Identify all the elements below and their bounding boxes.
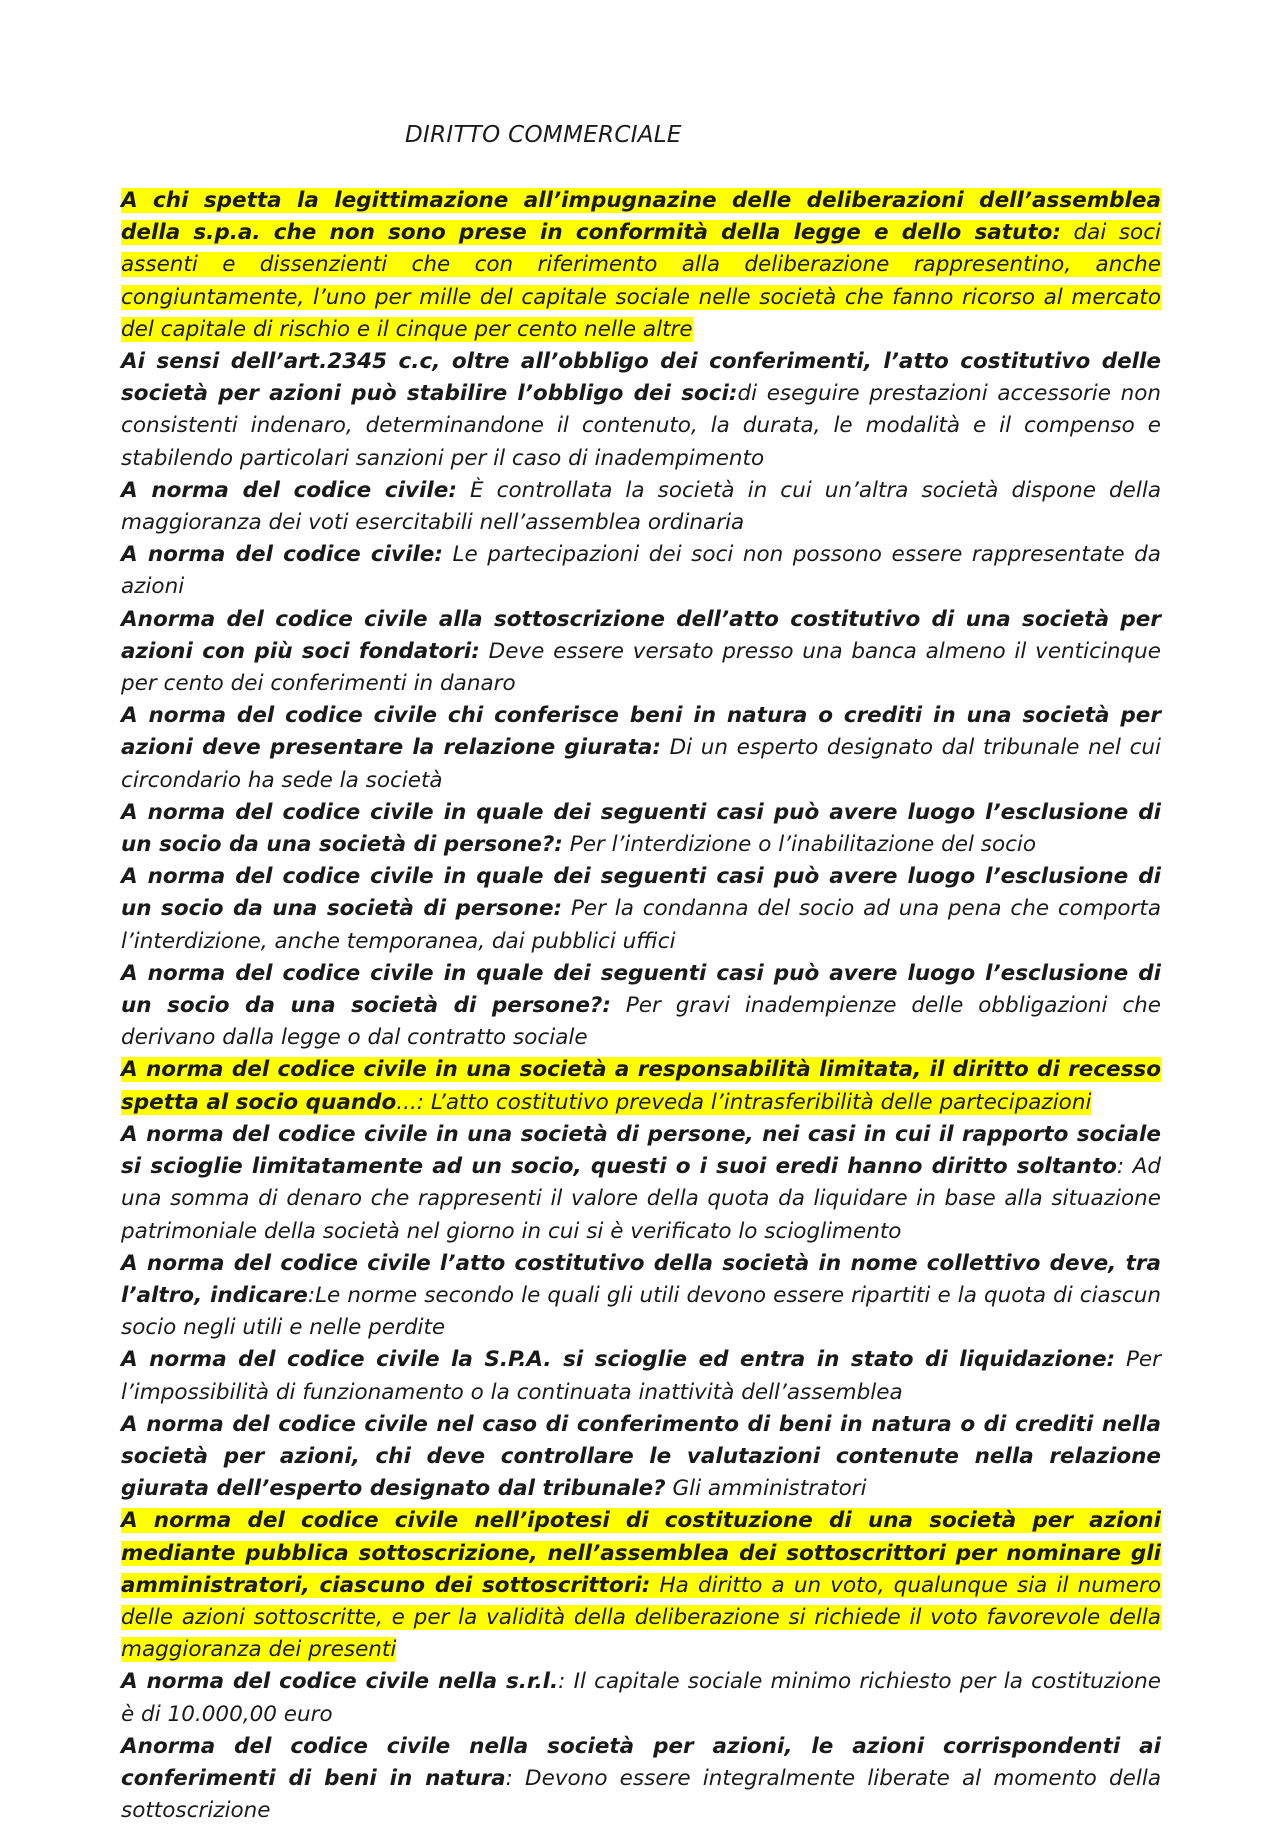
qa-answer: Gli amministratori	[665, 1476, 867, 1502]
qa-item-14	[121, 1409, 1161, 1506]
qa-question: A norma del codice civile in una società a responsabilità limitata, il diritto di recesso spetta al socio quando	[121, 1057, 1161, 1115]
qa-question: Anorma del codice civile alla sottoscrizione dell’atto costitutivo di una società per azioni con più soci fondatori:	[121, 606, 1161, 664]
qa-item-16	[121, 1666, 1161, 1730]
qa-item-3	[121, 475, 1161, 539]
qa-answer: Per la condanna del socio ad una pena che comporta l’interdizione, anche temporanea, dai pubblici uffici	[121, 896, 1162, 954]
qa-question: A chi spetta la legittimazione all’impugnazine delle deliberazioni dell’assemblea della s.p.a. che non sono prese in conformità della legge e dello satuto:	[121, 188, 1161, 246]
qa-item-1	[121, 185, 1161, 346]
qa-answer: Per gravi inadempienze delle obbligazioni che derivano dalla legge o dal contratto sociale	[121, 993, 1161, 1051]
qa-question: Anorma del codice civile nella società per azioni, le azioni corrispondenti ai conferimenti di beni in natura	[121, 1733, 1161, 1791]
qa-answer: Ha diritto a un voto, qualunque sia il numero delle azioni sottoscritte, e per la validità della deliberazione si richiede il voto favorevole della maggioranza dei presenti	[121, 1572, 1161, 1663]
qa-item-11	[121, 1119, 1161, 1248]
qa-item-7	[121, 797, 1161, 861]
qa-item-2	[121, 346, 1161, 475]
qa-question: A norma del codice civile nell’ipotesi di costituzione di una società per azioni mediante pubblica sottoscrizione, nell’assemblea dei sottoscrittori per nominare gli amministratori, ciascuno dei sottoscrittori:	[121, 1508, 1161, 1598]
qa-answer: È controllata la società in cui un’altra società dispone della maggioranza dei voti esercitabili nell’assemblea ordinaria	[121, 477, 1161, 536]
qa-answer: :Le norme secondo le quali gli utili devono essere ripartiti e la quota di ciascun socio negli utili e nelle perdite	[121, 1282, 1161, 1341]
qa-answer: Le partecipazioni dei soci non possono essere rappresentate da azioni	[121, 542, 1161, 600]
qa-answer: Per l’interdizione o l’inabilitazione del socio	[562, 832, 1037, 858]
document-title: DIRITTO COMMERCIALE	[405, 122, 682, 148]
qa-answer: Di un esperto designato dal tribunale nel cui circondario ha sede la società	[121, 735, 1161, 793]
qa-answer: di eseguire prestazioni accessorie non consistenti indenaro, determinandone il contenuto, la durata, le modalità e il compenso e stabilendo particolari sanzioni per il caso di inadempimento	[121, 381, 1162, 471]
qa-item-8	[121, 861, 1161, 958]
qa-answer: : Il capitale sociale minimo richiesto per la costituzione è di 10.000,00 euro	[121, 1669, 1161, 1727]
qa-item-12	[121, 1248, 1161, 1345]
qa-question: A norma del codice civile:	[121, 477, 457, 503]
qa-question: A norma del codice civile in quale dei seguenti casi può avere luogo l’esclusione di un socio da una società di persone:	[121, 864, 1161, 922]
qa-item-17	[121, 1731, 1161, 1827]
qa-question: A norma del codice civile in una società di persone, nei casi in cui il rapporto sociale si scioglie limitatamente ad un socio, questi o i suoi eredi hanno diritto soltanto	[121, 1121, 1161, 1180]
qa-question: A norma del codice civile:	[121, 542, 443, 568]
qa-question: A norma del codice civile la S.P.A. si scioglie ed entra in stato di liquidazione:	[121, 1347, 1116, 1373]
qa-item-6	[121, 700, 1161, 797]
qa-answer: Per l’impossibilità di funzionamento o la continuata inattività dell’assemblea	[121, 1347, 1161, 1405]
qa-item-15	[121, 1505, 1161, 1666]
qa-answer: : Devono essere integralmente liberate al momento della sottoscrizione	[121, 1765, 1162, 1824]
qa-question: A norma del codice civile in quale dei seguenti casi può avere luogo l’esclusione di un socio da una società di persone?:	[121, 799, 1161, 858]
qa-item-13	[121, 1344, 1161, 1408]
qa-question: Ai sensi dell’art.2345 c.c, oltre all’obbligo dei conferimenti, l’atto costitutivo delle società per azioni può stabilire l’obbligo dei soci:	[121, 349, 1161, 407]
qa-question: A norma del codice civile chi conferisce beni in natura o crediti in una società per azioni deve presentare la relazione giurata:	[121, 703, 1161, 761]
qa-question: A norma del codice civile l’atto costitutivo della società in nome collettivo deve, tra l’altro, indicare	[121, 1250, 1161, 1308]
qa-question: A norma del codice civile in quale dei seguenti casi può avere luogo l’esclusione di un socio da una società di persone?:	[121, 960, 1161, 1019]
qa-answer: dai soci assenti e dissenzienti che con riferimento alla deliberazione rappresentino, anche congiuntamente, l’uno per mille del capitale sociale nelle società che fanno ricorso al mercato del capitale di rischio e il cinque per cento nelle altre	[121, 220, 1161, 342]
qa-answer: ...: L’atto costitutivo preveda l’intrasferibilità delle partecipazioni	[396, 1089, 1092, 1115]
qa-item-5	[121, 604, 1161, 701]
qa-question: A norma del codice civile nel caso di conferimento di beni in natura o di crediti nella società per azioni, chi deve controllare le valutazioni contenute nella relazione giurata dell’esperto designato dal tribunale?	[121, 1411, 1161, 1502]
qa-answer: : Ad una somma di denaro che rappresenti il valore della quota da liquidare in base alla situazione patrimoniale della società nel giorno in cui si è verificato lo scioglimento	[121, 1154, 1161, 1244]
qa-list	[121, 185, 1161, 1827]
qa-item-10	[121, 1054, 1161, 1118]
qa-item-9	[121, 958, 1161, 1055]
qa-question: A norma del codice civile nella s.r.l.	[121, 1669, 559, 1695]
qa-item-4	[121, 539, 1161, 603]
qa-answer: Deve essere versato presso una banca almeno il venticinque per cento dei conferimenti in danaro	[121, 638, 1162, 697]
